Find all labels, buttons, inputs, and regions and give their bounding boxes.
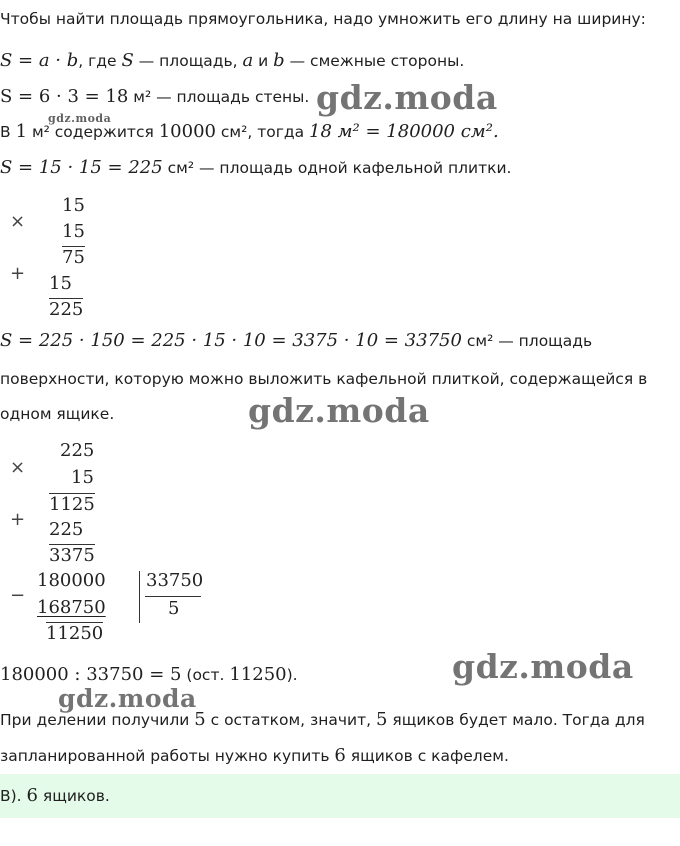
watermark-logo-small: gdz.moda: [48, 112, 112, 125]
formula-line-area-definition: S = a · b, где S — площадь, a и b — смежные стороны.: [0, 50, 465, 71]
division-result-line: 180000 : 33750 = 5 (ост. 11250).: [0, 664, 298, 685]
formula-line-box-area: S = 225 · 150 = 225 · 15 · 10 = 3375 · 10 = 33750 см² — площадь: [0, 330, 593, 351]
text-line: одном ящике.: [0, 405, 115, 423]
formula: 180000 : 33750 = 5: [0, 664, 182, 685]
answer-box: [0, 774, 680, 818]
watermark-logo: gdz.moda: [316, 78, 498, 117]
conclusion-line: При делении получили 5 с остатком, значит, 5 ящиков будет мало. Тогда для: [0, 709, 645, 730]
text-line: поверхности, которую можно выложить кафельной плиткой, содержащейся в: [0, 370, 648, 388]
subtrahend: 168750: [37, 597, 106, 618]
formula-line-tile-area: S = 15 · 15 = 225 см² — площадь одной кафельной плитки.: [0, 157, 512, 178]
conclusion-line: запланированной работы нужно купить 6 ящиков с кафелем.: [0, 745, 509, 766]
formula-line-wall-area: S = 6 · 3 = 18 м² — площадь стены.: [0, 86, 310, 107]
answer-text: В). 6 ящиков.: [0, 785, 110, 806]
formula: S = a · b: [0, 50, 79, 71]
division-bar: [139, 571, 140, 623]
formula: S = 6 · 3 = 18: [0, 86, 129, 107]
conversion-line: В 1 м² содержится 10000 см², тогда 18 м² = 180000 см².: [0, 121, 499, 142]
watermark-logo: gdz.moda: [248, 391, 430, 430]
formula: S = 15 · 15 = 225: [0, 157, 163, 178]
intro-text: Чтобы найти площадь прямоугольника, надо умножить его длину на ширину:: [0, 10, 646, 28]
formula: S = 225 · 150 = 225 · 15 · 10 = 3375 · 10 = 33750: [0, 330, 462, 351]
watermark-logo: gdz.moda: [58, 684, 197, 713]
watermark-logo: gdz.moda: [452, 647, 634, 686]
